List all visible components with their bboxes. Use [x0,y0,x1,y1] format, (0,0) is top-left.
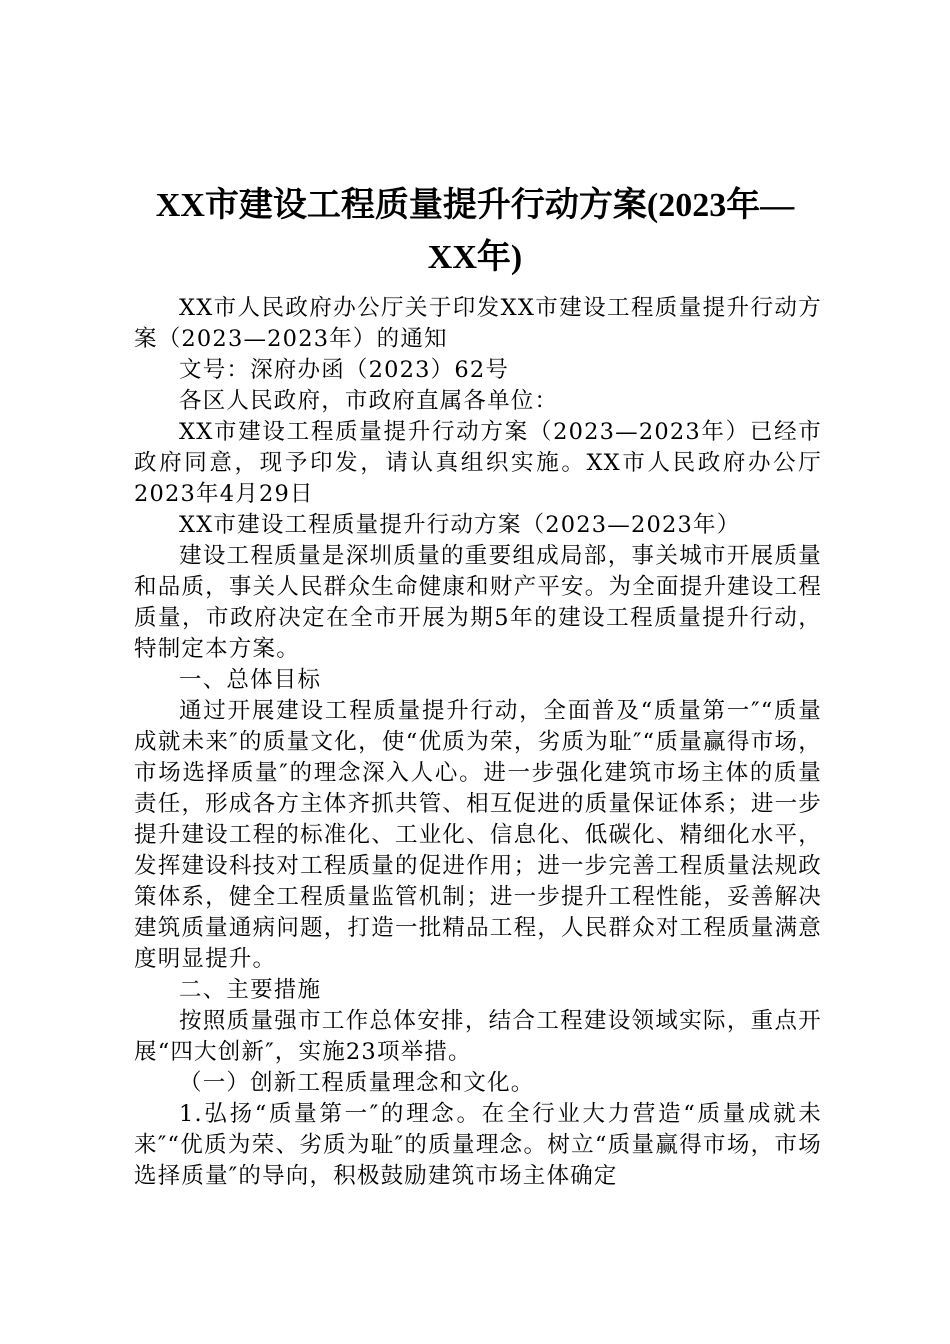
notice-text: XX市建设工程质量提升行动方案（2023—2023年）已经市政府同意，现予印发，请认真组织实施。XX市人民政府办公厅2023年4月29日 [134,419,822,507]
document-title [120,180,830,284]
subsection-heading-1: （一）创新工程质量理念和文化。 [179,1070,535,1096]
section-heading-2: 二、主要措施 [179,977,322,1003]
plan-title: XX市建设工程质量提升行动方案（2023—2023年） [179,512,741,538]
item-paragraph-1: 1.弘扬“质量第一″的理念。在全行业大力营造“质量成就未来″“优质为荣、劣质为耻″的质量理念。树立“质量赢得市场，市场选择质量″的导向，积极鼓励建筑市场主体确定 [134,1101,822,1189]
notice-heading: XX市人民政府办公厅关于印发XX市建设工程质量提升行动方案（2023—2023年）的通知 [134,295,822,352]
title-line-2: XX年) [427,239,523,276]
section-heading-1: 一、总体目标 [179,667,322,693]
goals-paragraph: 通过开展建设工程质量提升行动，全面普及“质量第一″“质量成就未来″的质量文化，使“优质为荣，劣质为耻″“质量赢得市场，市场选择质量″的理念深入人心。进一步强化建筑市场主体的质量责任，形成各方主体齐抓共管、相互促进的质量保证体系；进一步提升建设工程的标准化、工业化、信息化、低碳化、精细化水平，发挥建设科技对工程质量的促进作用；进一步完善工程质量法规政策体系，健全工程质量监管机制；进一步提升工程性能，妥善解决建筑质量通病问题，打造一批精品工程，人民群众对工程质量满意度明显提升。 [134,698,822,972]
document-number: 文号：深府办函（2023）62号 [179,357,510,383]
addressee: 各区人民政府，市政府直属各单位： [179,388,559,414]
title-line-1: XX市建设工程质量提升行动方案(2023年— [155,187,795,224]
intro-paragraph: 建设工程质量是深圳质量的重要组成局部，事关城市开展质量和品质，事关人民群众生命健康和财产平安。为全面提升建设工程质量，市政府决定在全市开展为期5年的建设工程质量提升行动，特制定本方案。 [134,543,822,662]
measures-paragraph: 按照质量强市工作总体安排，结合工程建设领域实际，重点开展“四大创新″，实施23项举措。 [134,1008,822,1065]
document-body [134,293,822,1192]
